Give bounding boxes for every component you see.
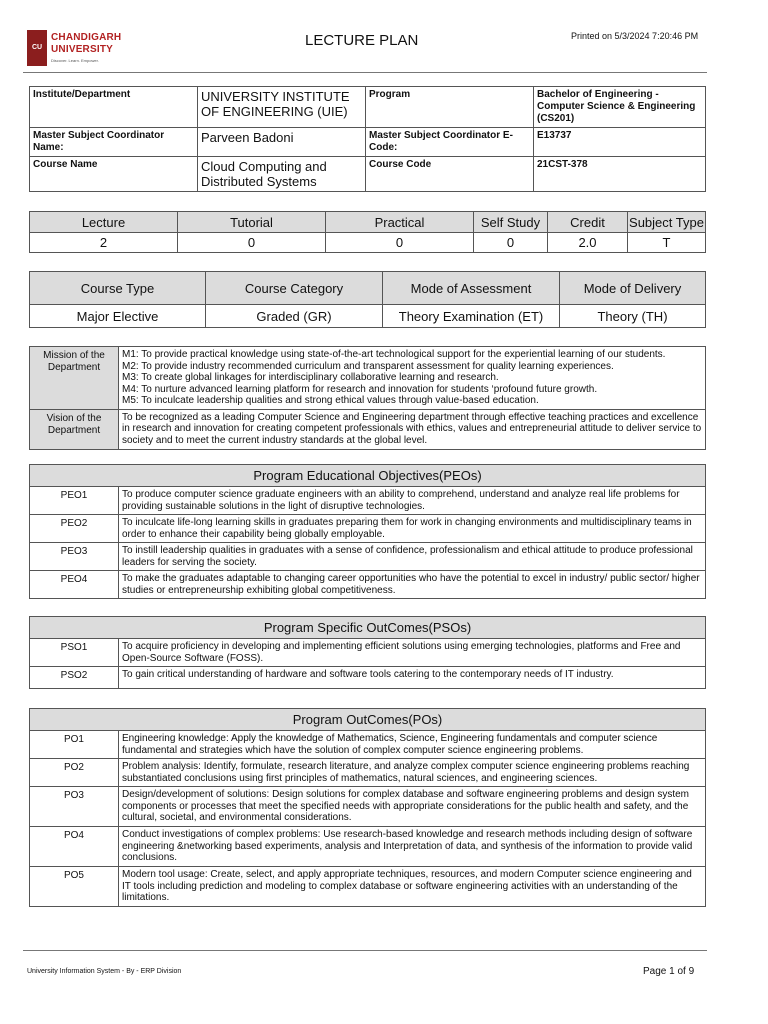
program-value: Bachelor of Engineering - Computer Science & Engineering (CS201)	[534, 87, 706, 128]
footer-divider	[23, 950, 707, 951]
program-label: Program	[366, 87, 534, 128]
institute-value: UNIVERSITY INSTITUTE OF ENGINEERING (UIE)	[198, 87, 366, 128]
credits-value-subject-type: T	[628, 233, 706, 253]
mission-line: M3: To create global linkages for interdisciplinary collaborative learning and research.	[122, 372, 499, 383]
meta-value-delivery: Theory (TH)	[560, 305, 706, 328]
coordinator-ecode-value: E13737	[534, 128, 706, 157]
course-meta-table	[29, 271, 706, 328]
mission-vision-table	[29, 346, 706, 450]
po-table	[29, 708, 706, 907]
credits-header-lecture: Lecture	[30, 212, 178, 233]
coordinator-value: Parveen Badoni	[198, 128, 366, 157]
peo-title: Program Educational Objectives(PEOs)	[30, 465, 706, 487]
mission-line: M4: To nurture advanced learning platform for research and innovation for students ‘profound future growth.	[122, 383, 598, 395]
logo-badge: CU	[27, 30, 47, 66]
pso-text: To acquire proficiency in developing and implementing efficient solutions using emerging technologies, platforms and Free and Open-Source Software (FOSS).	[119, 639, 706, 667]
credits-value-tutorial: 0	[178, 233, 326, 253]
credits-header-tutorial: Tutorial	[178, 212, 326, 233]
peo-text: To make the graduates adaptable to changing career opportunities who have the potential to excel in industry/ public sector/ higher studies or entrepreneurship exhibiting global competitiveness.	[119, 571, 706, 599]
meta-header-course-category: Course Category	[206, 272, 383, 305]
logo-tagline: Discover. Learn. Empower.	[51, 58, 99, 63]
credits-header-practical: Practical	[326, 212, 474, 233]
peo-text: To produce computer science graduate engineers with an ability to comprehend, understand and analyze real life problems for providing sustainable solutions in the light of disruptive technologies.	[119, 487, 706, 515]
course-name-label: Course Name	[30, 157, 198, 192]
mission-label: Mission of the Department	[30, 347, 119, 410]
po-code: PO1	[30, 731, 119, 759]
meta-header-assessment: Mode of Assessment	[383, 272, 560, 305]
meta-header-course-type: Course Type	[30, 272, 206, 305]
mission-line: M1: To provide practical knowledge using state-of-the-art technological support for the experiential learning of our students.	[122, 349, 666, 360]
peo-code: PEO4	[30, 571, 119, 599]
credits-value-lecture: 2	[30, 233, 178, 253]
header-divider	[23, 72, 707, 73]
credits-header-credit: Credit	[548, 212, 628, 233]
po-text: Design/development of solutions: Design solutions for complex database and software engineering problems and design system components or processes that meet the specified needs with appropriate considerations for the public health and safety, and the cultural, societal, and environmental considerations.	[119, 787, 706, 827]
vision-text: To be recognized as a leading Computer Science and Engineering department through effective teaching practices and excellence in research and innovation for creating competent professionals with ethics, values and entrepreneurial attitude to deliver service to society and to meet the current industry standards at the global level.	[119, 409, 706, 449]
credits-value-self-study: 0	[474, 233, 548, 253]
peo-table	[29, 464, 706, 599]
course-name-value: Cloud Computing and Distributed Systems	[198, 157, 366, 192]
page-number: Page 1 of 9	[643, 966, 695, 977]
mission-text	[119, 347, 706, 410]
peo-code: PEO3	[30, 543, 119, 571]
course-code-value: 21CST-378	[534, 157, 706, 192]
po-text: Modern tool usage: Create, select, and apply appropriate techniques, resources, and modern Computer science engineering and IT tools including prediction and modeling to complex database or software engineering activities with an understanding of the limitations.	[119, 867, 706, 907]
course-code-label: Course Code	[366, 157, 534, 192]
printed-on: Printed on 5/3/2024 7:20:46 PM	[571, 31, 699, 41]
credits-value-credit: 2.0	[548, 233, 628, 253]
mission-line: M2: To provide industry recommended curriculum and transparent assessment for quality learning experiences.	[122, 360, 614, 372]
meta-value-course-category: Graded (GR)	[206, 305, 383, 328]
po-code: PO2	[30, 759, 119, 787]
logo-line2: UNIVERSITY	[51, 44, 114, 55]
peo-text: To inculcate life-long learning skills in graduates preparing them for work in changing environments and multidisciplinary teams in order to enhance their capability being globally employable.	[119, 515, 706, 543]
credits-header-self-study: Self Study	[474, 212, 548, 233]
credits-value-practical: 0	[326, 233, 474, 253]
coordinator-ecode-label: Master Subject Coordinator E-Code:	[366, 128, 534, 157]
pso-code: PSO1	[30, 639, 119, 667]
pso-title: Program Specific OutComes(PSOs)	[30, 617, 706, 639]
po-text: Engineering knowledge: Apply the knowledge of Mathematics, Science, Engineering fundamentals and computer science fundamental and strategies which have the solution of complex computer science engineering problems.	[119, 731, 706, 759]
meta-header-delivery: Mode of Delivery	[560, 272, 706, 305]
peo-text: To instill leadership qualities in graduates with a sense of confidence, professionalism and ethical attitude to produce professional leaders for serving the society.	[119, 543, 706, 571]
pso-text: To gain critical understanding of hardware and software tools catering to the contemporary needs of IT industry.	[119, 667, 706, 689]
credits-header-subject-type: Subject Type	[628, 212, 706, 233]
pso-table	[29, 616, 706, 689]
mission-line: M5: To inculcate leadership qualities and strong ethical values through value-based education.	[122, 395, 539, 406]
page-title: LECTURE PLAN	[305, 32, 419, 49]
po-text: Problem analysis: Identify, formulate, research literature, and analyze complex computer science engineering problems reaching substantiated conclusions using first principles of mathematics, natural sciences, and engineering sciences.	[119, 759, 706, 787]
po-code: PO3	[30, 787, 119, 827]
po-title: Program OutComes(POs)	[30, 709, 706, 731]
institute-label: Institute/Department	[30, 87, 198, 128]
credits-table	[29, 211, 706, 253]
footer-system-name: University Information System - By - ERP Division	[27, 968, 182, 975]
meta-value-course-type: Major Elective	[30, 305, 206, 328]
peo-code: PEO1	[30, 487, 119, 515]
po-code: PO5	[30, 867, 119, 907]
pso-code: PSO2	[30, 667, 119, 689]
peo-code: PEO2	[30, 515, 119, 543]
logo-line1: CHANDIGARH	[51, 32, 122, 43]
university-logo	[27, 30, 123, 68]
meta-value-assessment: Theory Examination (ET)	[383, 305, 560, 328]
vision-label: Vision of the Department	[30, 409, 119, 449]
coordinator-label: Master Subject Coordinator Name:	[30, 128, 198, 157]
po-text: Conduct investigations of complex problems: Use research-based knowledge and research methods including design of software engineering &networking based experiments, analysis and Interpretation of data, and synthesis of the information to provide valid conclusions.	[119, 827, 706, 867]
info-table	[29, 86, 706, 192]
po-code: PO4	[30, 827, 119, 867]
